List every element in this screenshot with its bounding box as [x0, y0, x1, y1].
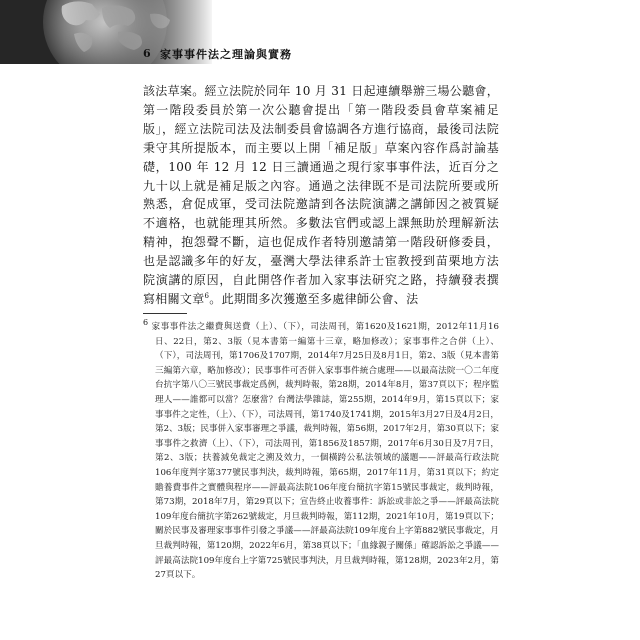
globe-map-decoration	[0, 0, 640, 64]
header-banner	[0, 0, 640, 64]
footnote-reference: 6	[204, 291, 210, 300]
paragraph-text: 該法草案。經立法院於同年 10 月 31 日起連續舉辦三場公聽會，第一階段委員於第一次公聽會提出「第一階段委員會草案補足版」，經立法院司法及法制委員會協調各方進行協商，最後司法院秉守其所提版本，而主要以上開「補足版」草案內容作爲討論基礎，100 年 12 月 12 日三讀通過之現行家事事件法，近百分之九十以上就是補足版之內容。通過之法律既不是司法院所要或所熟悉，倉促成軍，受司法院邀請到各法院演講之講師因之被質疑不適格，也就能理其所然。多數法官們或認上課無助於理解新法精神，抱怨聲不斷，這也促成作者特別邀請第一階段研修委員，也是認識多年的好友，臺灣大學法律系許士宦教授到苗栗地方法院演講的原因，自此開啓作者加入家事法研究之路，持續發表撰寫相關文章	[143, 84, 499, 306]
footnote-entry	[143, 320, 499, 583]
main-body-text	[143, 82, 499, 309]
footnote-section	[143, 320, 499, 583]
running-title: 家事事件法之理論與實務	[160, 48, 292, 61]
footnote-marker: 6	[143, 318, 149, 328]
footnote-text: 家事事件法之繼費與送費（上）、（下），司法周刊，第1620及1621期，2012年11月16日、22日，第2、3版（見本書第一編第十三章，略加修改）；家事事件之合併（上）、（下），司法周刊，第1706及1707期，2014年7月25日及8月1日，第2、3版（見本書第三編第六章，略加修改）；民事事件可否併入家事事件統合處理——以最高法院一〇二年度台抗字第八〇三號民事裁定爲例，裁判時報，第28期，2014年8月，第37頁以下；程序監理人——誰都可以當？怎麼當？台灣法學雜誌，第255期，2014年9月，第15頁以下；家事事件之定性，（上）、（下），司法周刊，第1740及1741期，2015年3月27日及4月2日，第2、3版；民事併入家事審理之爭議，裁判時報，第56期，2017年2月，第30頁以下；家事事件之救濟（上）、（下），司法周刊，第1856及1857期，2017年6月30日及7月7日，第2、3版；扶養減免裁定之溯及效力，一個橫跨公私法領域的議題——評最高行政法院106年度判字第377號民事判決，裁判時報，第65期，2017年11月，第31頁以下；約定贍養費事件之實體與程序——評最高法院106年度台簡抗字第15號民事裁定，裁判時報，第73期，2018年7月，第29頁以下；宣告終止收養事件：訴訟或非訟之爭——評最高法院109年度台簡抗字第262號裁定，月旦裁判時報，第112期，2021年10月，第19頁以下；關於民事及審理家事事件引發之爭議——評最高法院109年度台上字第882號民事裁定，月旦裁判時報，第120期，2022年6月，第38頁以下；「血緣親子關係」確認訴訟之爭議——評最高法院109年度台上字第725號民事判決，月旦裁判時報，第128期，2023年2月，第27頁以下。	[151, 322, 499, 581]
body-paragraph	[143, 82, 499, 309]
page-number: 6	[143, 47, 151, 60]
paragraph-tail: 。此期間多次獲邀至多處律師公會、法	[209, 291, 419, 306]
footnote-divider	[143, 313, 187, 314]
